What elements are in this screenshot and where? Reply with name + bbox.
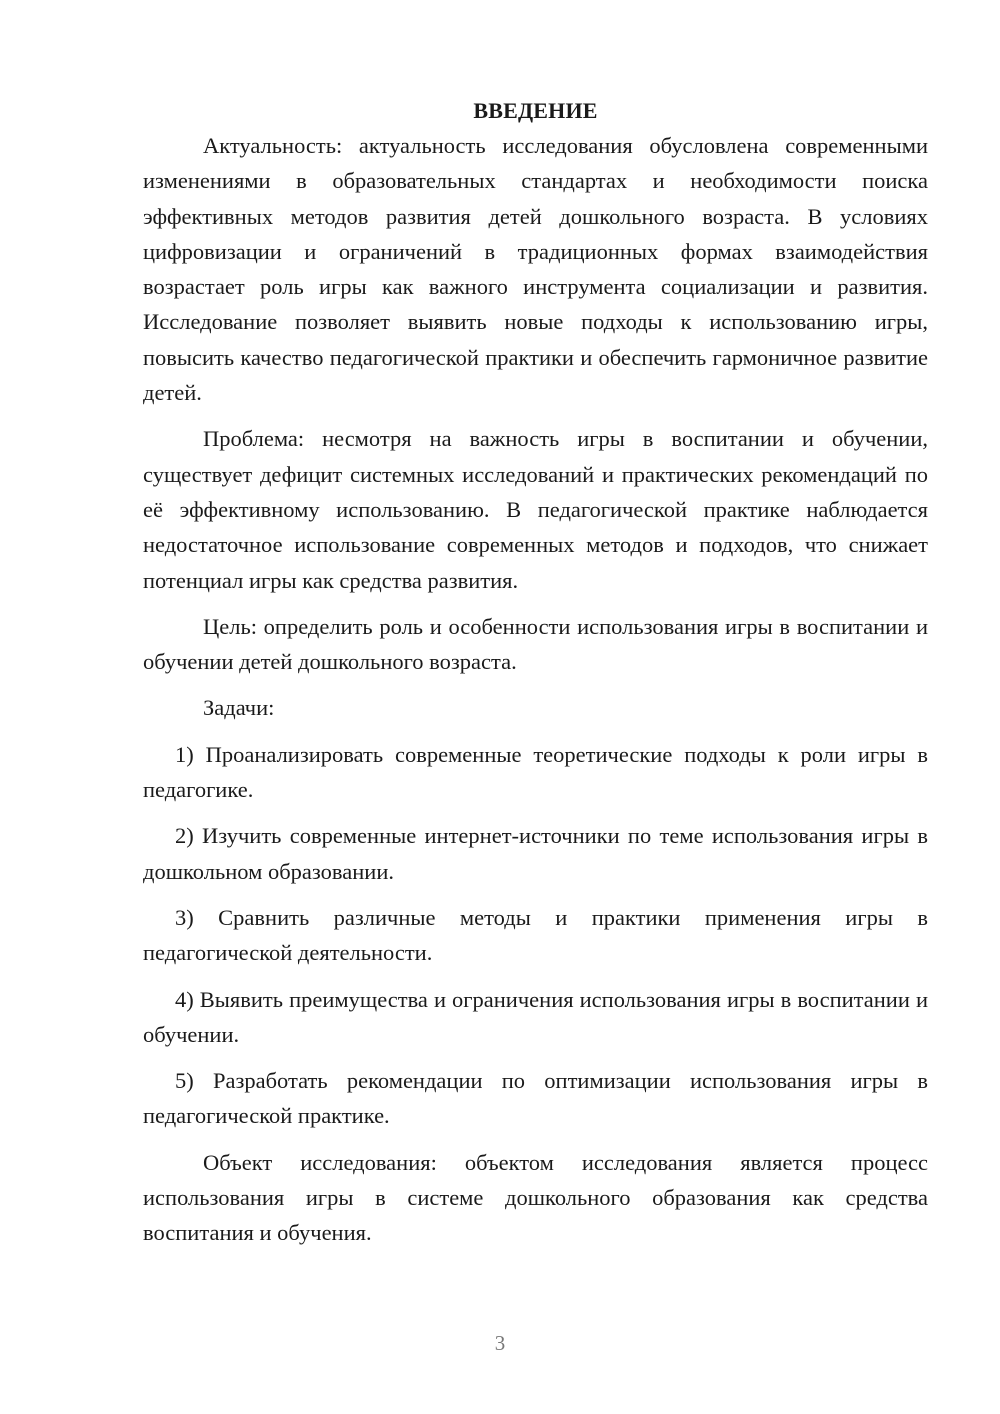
task-item-1: 1) Проанализировать современные теоретические подходы к роли игры в педагогике.: [143, 741, 928, 803]
goal-paragraph: Цель: определить роль и особенности использования игры в воспитании и обучении детей дошкольного возраста.: [143, 613, 928, 675]
relevance-paragraph: Актуальность: актуальность исследования обусловлена современными изменениями в образовательных стандартах и необходимости поиска эффективных методов развития детей дошкольного возраста. В условиях цифровизации и ограничений в традиционных формах взаимодействия возрастает роль игры как важного инструмента социализации и развития. Исследование позволяет выявить новые подходы к использованию игры, повысить качество педагогической практики и обеспечить гармоничное развитие детей.: [143, 133, 928, 406]
section-title: ВВЕДЕНИЕ: [473, 98, 598, 123]
task-item-4: 4) Выявить преимущества и ограничения использования игры в воспитании и обучении.: [143, 986, 928, 1047]
task-item-2: 2) Изучить современные интернет-источники по теме использования игры в дошкольном образовании.: [143, 823, 928, 884]
document-page: [143, 94, 928, 1251]
tasks-label: Задачи:: [203, 695, 275, 721]
task-item-5: 5) Разработать рекомендации по оптимизации использования игры в педагогической практике.: [143, 1068, 928, 1129]
problem-paragraph: Проблема: несмотря на важность игры в воспитании и обучении, существует дефицит системных исследований и практических рекомендаций по её эффективному использованию. В педагогической практике наблюдается недостаточное использование современных методов и подходов, что снижает потенциал игры как средства развития.: [143, 426, 928, 593]
object-paragraph: Объект исследования: объектом исследования является процесс использования игры в системе дошкольного образования как средства воспитания и обучения.: [143, 1149, 928, 1246]
task-item-3: 3) Сравнить различные методы и практики применения игры в педагогической деятельности.: [143, 904, 928, 966]
page-number: 3: [494, 1331, 506, 1355]
